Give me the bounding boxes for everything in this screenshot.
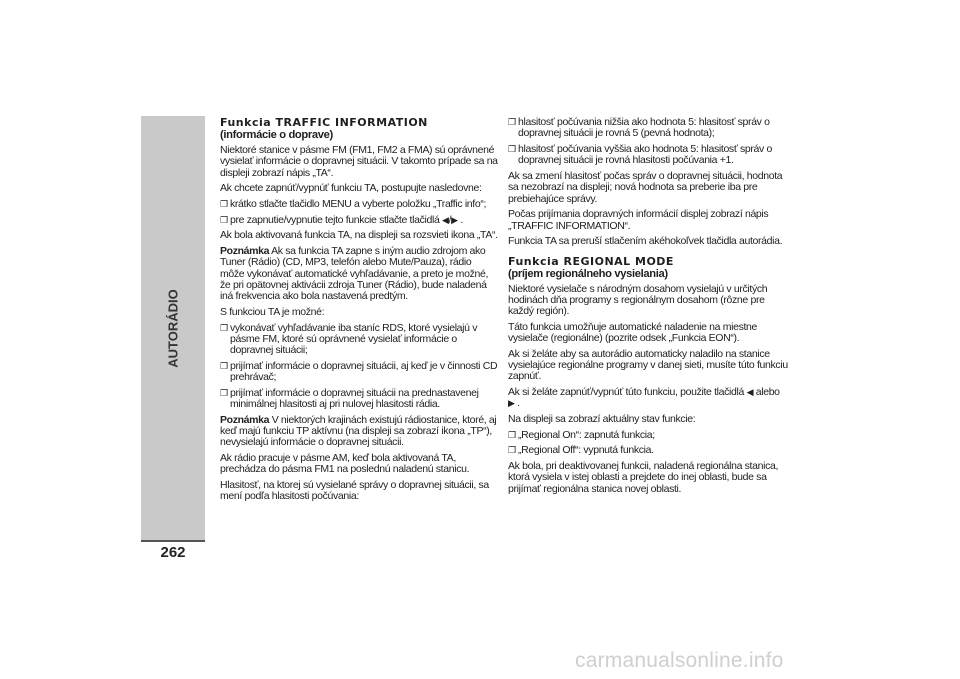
- paragraph: Funkcia TA sa preruší stlačením akéhokoľvek tlačidla autorádia.: [508, 235, 783, 248]
- checkbox-bullet-icon: ❒: [220, 387, 228, 398]
- paragraph: Ak si želáte aby sa autorádio automaticky naladilo na stanice vysielajúce regionálne programy v danej sieti, musíte túto funkciu zapnúť.: [508, 347, 788, 383]
- page-number-rule: [141, 540, 205, 542]
- paragraph: Niektoré stanice v pásme FM (FM1, FM2 a FMA) sú oprávnené vysielať informácie o dopravnej situácii. V takomto prípade sa na displeji zobrazí nápis „TA“.: [220, 144, 498, 179]
- paragraph: Hlasitosť, na ktorej sú vysielané správy o dopravnej situácii, sa mení podľa hlasitosti počúvania:: [220, 479, 489, 503]
- paragraph: Ak rádio pracuje v pásme AM, keď bola aktivovaná TA, prechádza do pásma FM1 na poslednú naladenú stanicu.: [220, 452, 470, 476]
- paragraph: Táto funkcia umožňuje automatické naladenie na miestne vysielače (regionálne) (pozrite odsek „Funkcia EON“).: [508, 320, 758, 345]
- note-label: Poznámka: [220, 245, 270, 258]
- section-label: [141, 116, 205, 540]
- left-column: [220, 117, 498, 507]
- list-item: ❒ „Regional Off“: vypnutá funkcia.: [508, 444, 654, 457]
- right-arrow-icon: ▶: [508, 398, 515, 409]
- sidebar-band: [141, 116, 205, 540]
- checkbox-bullet-icon: ❒: [508, 445, 516, 456]
- checkbox-bullet-icon: ❒: [220, 360, 228, 371]
- checkbox-bullet-icon: ❒: [508, 429, 516, 440]
- section-label-text: AUTORÁDIO: [165, 288, 181, 368]
- paragraph: Ak bola aktivovaná funkcia TA, na displeji sa rozsvieti ikona „TA“.: [220, 229, 498, 242]
- left-arrow-icon: ◀: [442, 214, 449, 225]
- paragraph: Na displeji sa zobrazí aktuálny stav funkcie:: [508, 413, 696, 426]
- checkbox-bullet-icon: ❒: [220, 214, 228, 225]
- note-paragraph: Poznámka V niektorých krajinách existujú rádiostanice, ktoré, aj keď majú funkciu TP aktívnu (na displeji sa zobrazí ikona „TP“), nevysielajú informácie o dopravnej situácii.: [220, 413, 497, 449]
- list-item: ❒ prijímať informácie o dopravnej situácii, aj keď je v činnosti CD prehrávač;: [220, 359, 498, 384]
- page-number: 262: [160, 544, 186, 561]
- list-item: ❒ prijímať informácie o dopravnej situácii na prednastavenej minimálnej hlasitosti aj pri nulovej hlasitosti rádia.: [220, 386, 479, 411]
- list-item: ❒ hlasitosť počúvania nižšia ako hodnota 5: hlasitosť správ o dopravnej situácii je rovná 5 (pevná hodnota);: [508, 116, 770, 140]
- section-heading-traffic: Funkcia TRAFFIC INFORMATION: [220, 116, 428, 129]
- paragraph: Počas prijímania dopravných informácií displej zobrazí nápis „TRAFFIC INFORMATION“.: [508, 208, 769, 232]
- list-item: ❒ „Regional On“: zapnutá funkcia;: [508, 428, 655, 441]
- right-arrow-icon: ▶: [451, 214, 458, 225]
- checkbox-bullet-icon: ❒: [508, 143, 516, 154]
- list-item: ❒ pre zapnutie/vypnutie tejto funkcie stlačte tlačidlá ◀/▶ .: [220, 213, 463, 226]
- paragraph: Ak chcete zapnúť/vypnúť funkciu TA, postupujte nasledovne:: [220, 182, 482, 195]
- watermark: carmanualsonline.info: [575, 649, 784, 672]
- left-arrow-icon: ◀: [746, 387, 754, 398]
- checkbox-bullet-icon: ❒: [220, 322, 228, 333]
- list-item: ❒ vykonávať vyhľadávanie iba staníc RDS, ktoré vysielajú v pásme FM, ktoré sú oprávnené vysielať informácie o dopravnej situácii;: [220, 321, 478, 357]
- right-column: [508, 117, 790, 499]
- paragraph: Ak si želáte zapnúť/vypnúť túto funkciu, použite tlačidlá ◀ alebo ▶ .: [508, 386, 780, 410]
- paragraph: Ak sa zmení hlasitosť počas správ o dopravnej situácii, hodnota sa nezobrazí na displeji; nová hodnota sa preberie iba pre prebiehajúce správy.: [508, 169, 783, 205]
- checkbox-bullet-icon: ❒: [508, 117, 516, 127]
- section-heading-regional: Funkcia REGIONAL MODE: [508, 254, 674, 268]
- paragraph: S funkciou TA je možné:: [220, 305, 325, 318]
- checkbox-bullet-icon: ❒: [220, 198, 228, 209]
- section-subheading-regional: (príjem regionálneho vysielania): [508, 267, 668, 280]
- list-item: ❒ hlasitosť počúvania vyššia ako hodnota 5: hlasitosť správ o dopravnej situácii je rovná hlasitosti počúvania +1.: [508, 142, 772, 167]
- list-item: ❒ krátko stlačte tlačidlo MENU a vyberte položku „Traffic info“;: [220, 197, 487, 210]
- note-label: Poznámka: [220, 413, 270, 426]
- paragraph: Ak bola, pri deaktivovanej funkcii, naladená regionálna stanica, ktorá vysiela v istej oblasti a prejdete do inej oblasti, bude sa prijímať regionálna stanica novej oblasti.: [508, 460, 779, 495]
- paragraph: Niektoré vysielače s národným dosahom vysielajú v určitých hodinách dňa programy s regionálnym dosahom (rôzne pre každý región).: [508, 282, 768, 318]
- section-subheading-traffic: (informácie o doprave): [220, 129, 333, 141]
- note-paragraph: Poznámka Ak sa funkcia TA zapne s iným audio zdrojom ako Tuner (Rádio) (CD, MP3, telefón alebo Mute/Pauza), rádio môže vykonávať automatické vyhľadávanie, a preto je možné, že pri opätovnej aktivácii zdroja Tuner (Rádio), bude naladená iná frekvencia ako bola nastavená predtým.: [220, 245, 489, 303]
